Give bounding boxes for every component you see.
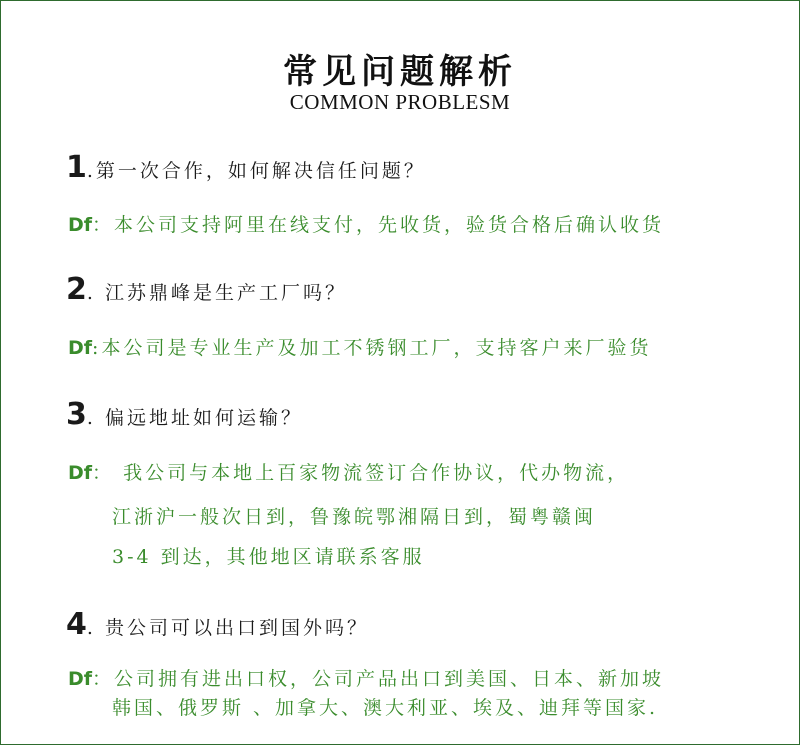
question-number: 3: [66, 397, 87, 432]
faq-question-1: [66, 150, 426, 185]
answer-line: :本公司是专业生产及加工不锈钢工厂，支持客户来厂验货: [92, 337, 652, 359]
question-number: 4: [66, 607, 87, 642]
answer-prefix: Df: [68, 668, 93, 690]
faq-answer-3-line-3: 3-4 到达，其他地区请联系客服: [112, 546, 425, 568]
question-number: 2: [66, 272, 87, 307]
answer-prefix: Df: [68, 337, 93, 359]
answer-line: ：本公司支持阿里在线支付，先收货，验货合格后确认收货: [92, 214, 665, 236]
faq-answer-1: [68, 210, 664, 237]
answer-line: ：公司拥有进出口权，公司产品出口到美国、日本、新加坡: [92, 668, 665, 690]
answer-line: ： 我公司与本地上百家物流签订合作协议，代办物流，: [92, 462, 630, 484]
faq-question-4: [66, 607, 369, 642]
faq-answer-3-line-2: 江浙沪一般次日到，鲁豫皖鄂湘隔日到，蜀粤赣闽: [112, 506, 597, 528]
question-text: . 偏远地址如何运输？: [86, 407, 303, 429]
faq-question-2: [66, 272, 347, 307]
faq-answer-3: [68, 458, 629, 485]
page-subtitle: COMMON PROBLESM: [289, 90, 511, 114]
answer-prefix: Df: [68, 214, 93, 236]
question-number: 1: [66, 150, 87, 185]
faq-question-3: [66, 397, 303, 432]
question-text: .第一次合作，如何解决信任问题？: [86, 160, 426, 182]
faq-answer-4: [68, 664, 664, 691]
faq-answer-2: [68, 333, 651, 360]
question-text: . 贵公司可以出口到国外吗？: [86, 617, 369, 639]
page-title: 常见问题解析: [283, 52, 517, 92]
question-text: . 江苏鼎峰是生产工厂吗？: [86, 282, 347, 304]
faq-answer-4-line-2: 韩国、俄罗斯 、加拿大、澳大利亚、埃及、迪拜等国家.: [112, 697, 659, 719]
answer-prefix: Df: [68, 462, 93, 484]
